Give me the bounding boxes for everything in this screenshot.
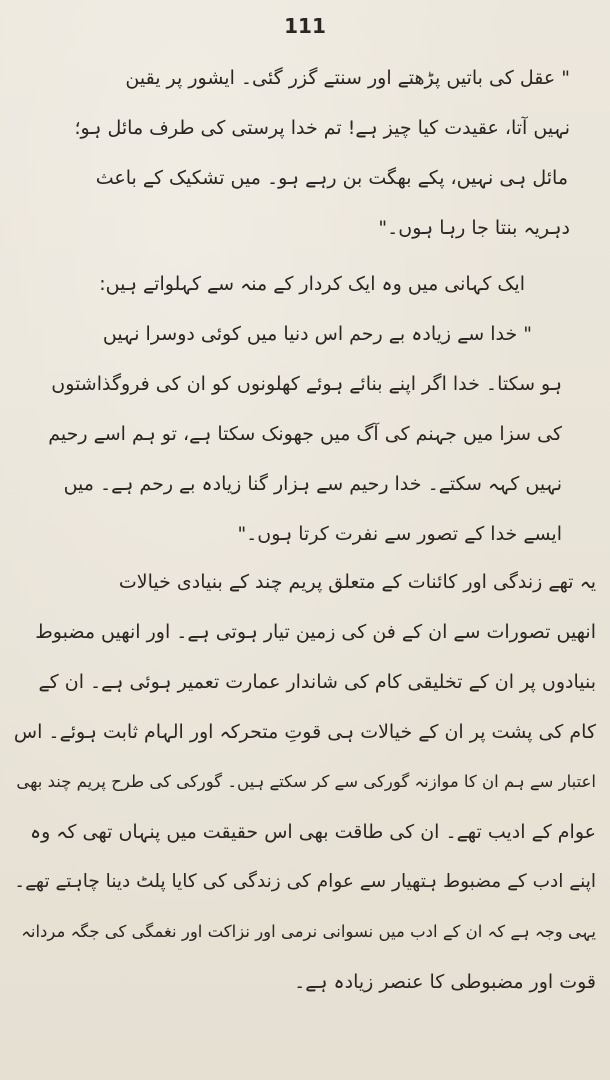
text-line: " خدا سے زیادہ بے رحم اس دنیا میں کوئی دوسرا نہیں: [102, 323, 532, 345]
text-line: ایک کہانی میں وہ ایک کردار کے منہ سے کہلواتے ہیں:: [99, 273, 525, 295]
text-line: مائل ہی نہیں، پکے بھگت بن رہے ہو۔ میں تشکیک کے باعث: [95, 167, 568, 189]
text-line: انھیں تصورات سے ان کے فن کی زمین تیار ہوتی ہے۔ اور انھیں مضبوط: [35, 621, 596, 643]
page-number: 111: [284, 14, 326, 38]
text-line: " عقل کی باتیں پڑھتے اور سنتے گزر گئی۔ ایشور پر یقین: [125, 67, 570, 89]
text-line: دہریہ بنتا جا رہا ہوں۔": [378, 217, 570, 239]
text-line: نہیں کہہ سکتے۔ خدا رحیم سے ہزار گنا زیادہ بے رحم ہے۔ میں: [63, 473, 562, 495]
text-line: عوام کے ادیب تھے۔ ان کی طاقت بھی اس حقیقت میں پنہاں تھی کہ وہ: [29, 821, 596, 843]
text-line: کی سزا میں جہنم کی آگ میں جھونک سکتا ہے، تو ہم اسے رحیم: [48, 423, 562, 445]
text-line: اعتبار سے ہم ان کا موازنہ گورکی سے کر سکتے ہیں۔ گورکی کی طرح پریم چند بھی: [16, 772, 596, 791]
text-line: ہو سکتا۔ خدا اگر اپنے بنائے ہوئے کھلونوں کو ان کی فروگذاشتوں: [51, 373, 562, 395]
text-line: نہیں آتا، عقیدت کیا چیز ہے! تم خدا پرستی کی طرف مائل ہو؛: [74, 117, 570, 139]
text-line: بنیادوں پر ان کے تخلیقی کام کی شاندار عمارت تعمیر ہوئی ہے۔ ان کے: [38, 671, 596, 693]
text-line: یہ تھے زندگی اور کائنات کے متعلق پریم چند کے بنیادی خیالات: [118, 571, 596, 593]
text-line: یہی وجہ ہے کہ ان کے ادب میں نسوانی نرمی اور نزاکت اور نغمگی کی جگہ مردانہ: [21, 922, 596, 941]
text-line: اپنے ادب کے مضبوط ہتھیار سے عوام کی زندگی کی کایا پلٹ دینا چاہتے تھے۔: [14, 871, 596, 892]
text-line: قوت اور مضبوطی کا عنصر زیادہ ہے۔: [294, 971, 596, 993]
text-line: ایسے خدا کے تصور سے نفرت کرتا ہوں۔": [237, 523, 562, 545]
text-line: کام کی پشت پر ان کے خیالات ہی قوتِ متحرکہ اور الہام ثابت ہوئے۔ اس: [13, 721, 596, 743]
